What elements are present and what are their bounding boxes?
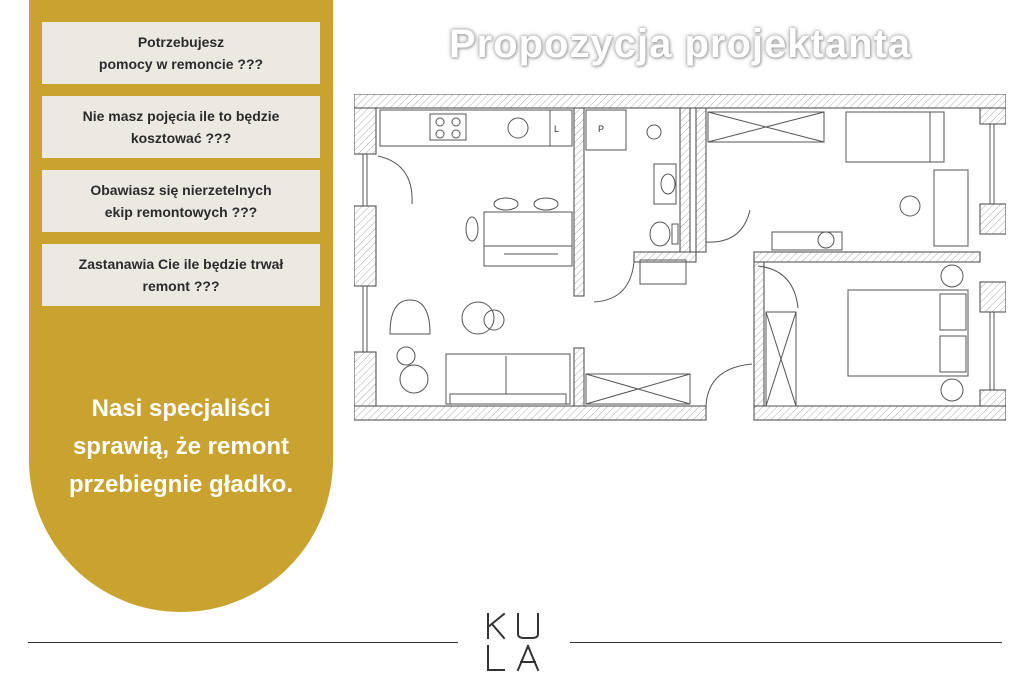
dining-table [484, 212, 572, 246]
side-panel [29, 0, 333, 612]
question-box [42, 170, 320, 232]
desk [934, 170, 968, 246]
question-text: pomocy w remoncie ??? [98, 56, 264, 72]
door-swing [378, 156, 412, 204]
wall [680, 108, 690, 252]
question-text: Zastanawia Cie ile będzie trwał [78, 256, 284, 272]
wall [354, 206, 376, 286]
wall [754, 406, 1006, 420]
bed [846, 112, 944, 162]
question-text: kosztować ??? [130, 130, 232, 146]
question-box [42, 22, 320, 84]
wall [354, 352, 376, 406]
sofa [446, 354, 570, 404]
tagline-line: sprawią, że remont [72, 433, 290, 460]
wall [354, 94, 1006, 108]
kitchen-counter [380, 110, 572, 146]
wall [574, 108, 584, 296]
wall [354, 108, 376, 154]
kula-logo [480, 610, 546, 674]
washbasin [654, 164, 676, 204]
bed [848, 290, 968, 376]
wall [980, 108, 1006, 124]
question-text: ekip remontowych ??? [104, 204, 258, 220]
tagline [29, 390, 333, 504]
wall [574, 348, 584, 406]
tagline-line: Nasi specjaliści [91, 395, 271, 422]
cooktop [430, 114, 466, 140]
door-swing [706, 364, 752, 406]
wall [754, 252, 980, 262]
shower [586, 110, 626, 150]
footer-divider [28, 642, 458, 643]
door-swing [706, 210, 750, 242]
plan-label-p: P [598, 124, 605, 134]
wall [354, 406, 706, 420]
question-text: Potrzebujesz [137, 34, 225, 50]
question-box [42, 244, 320, 306]
plan-label-l: L [554, 124, 560, 134]
plant [400, 365, 428, 393]
floor-plan [354, 94, 1006, 424]
tagline-line: przebiegnie gładko. [68, 471, 294, 498]
question-text: Obawiasz się nierzetelnych [90, 182, 272, 198]
sink [508, 118, 528, 138]
question-text: remont ??? [142, 278, 220, 294]
wall [980, 282, 1006, 312]
footer-divider [570, 642, 1002, 643]
wall [696, 108, 706, 252]
door-swing [594, 262, 634, 302]
page-title: Propozycja projektanta [448, 22, 912, 66]
toilet [650, 222, 670, 246]
wall [980, 390, 1006, 406]
question-text: Nie masz pojęcia ile to będzie [82, 108, 280, 124]
question-box [42, 96, 320, 158]
wall [754, 262, 764, 406]
wall [980, 204, 1006, 234]
armchair [390, 300, 430, 334]
